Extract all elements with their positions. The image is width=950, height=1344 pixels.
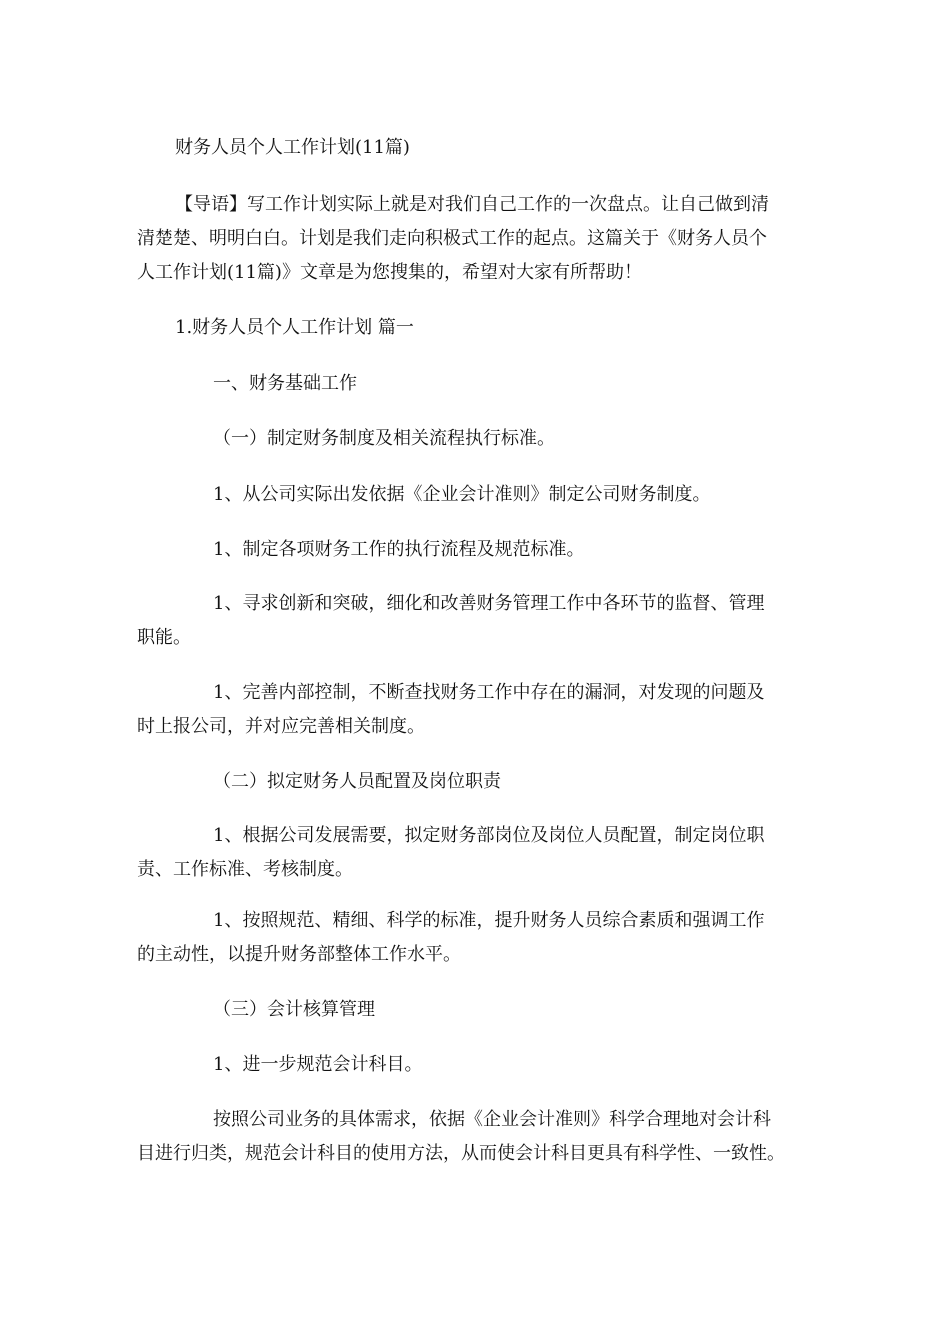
intro-line-2: 清楚楚、明明白白。计划是我们走向积极式工作的起点。这篇关于《财务人员个 [137,228,767,249]
intro-line-3: 人工作计划(11篇)》文章是为您搜集的，希望对大家有所帮助！ [137,262,642,283]
sub1-item-4-line-2: 时上报公司，并对应完善相关制度。 [137,716,425,737]
section-heading: 1.财务人员个人工作计划 篇一 [175,317,414,338]
document-title: 财务人员个人工作计划(11篇) [175,137,410,158]
sub1-item-3-line-2: 职能。 [137,627,191,648]
part1-heading: 一、财务基础工作 [213,373,357,394]
sub2-item-1-line-2: 责、工作标准、考核制度。 [137,859,353,880]
sub3-heading: （三）会计核算管理 [213,999,375,1020]
sub2-item-1-line-1: 1、根据公司发展需要，拟定财务部岗位及岗位人员配置，制定岗位职 [213,825,765,846]
sub3-item-1: 1、进一步规范会计科目。 [213,1054,423,1075]
sub3-paragraph-line-1: 按照公司业务的具体需求，依据《企业会计准则》科学合理地对会计科 [213,1109,771,1130]
sub1-item-2: 1、制定各项财务工作的执行流程及规范标准。 [213,539,585,560]
sub1-item-3-line-1: 1、寻求创新和突破，细化和改善财务管理工作中各环节的监督、管理 [213,593,765,614]
sub2-item-2-line-2: 的主动性，以提升财务部整体工作水平。 [137,944,461,965]
sub2-item-2-line-1: 1、按照规范、精细、科学的标准，提升财务人员综合素质和强调工作 [213,910,765,931]
sub2-heading: （二）拟定财务人员配置及岗位职责 [213,771,501,792]
sub1-heading: （一）制定财务制度及相关流程执行标准。 [213,428,555,449]
sub1-item-4-line-1: 1、完善内部控制，不断查找财务工作中存在的漏洞，对发现的问题及 [213,682,765,703]
intro-line-1: 【导语】写工作计划实际上就是对我们自己工作的一次盘点。让自己做到清 [175,194,769,215]
sub3-paragraph-line-2: 目进行归类，规范会计科目的使用方法，从而使会计科目更具有科学性、一致性。 [137,1143,785,1164]
sub1-item-1: 1、从公司实际出发依据《企业会计准则》制定公司财务制度。 [213,484,711,505]
